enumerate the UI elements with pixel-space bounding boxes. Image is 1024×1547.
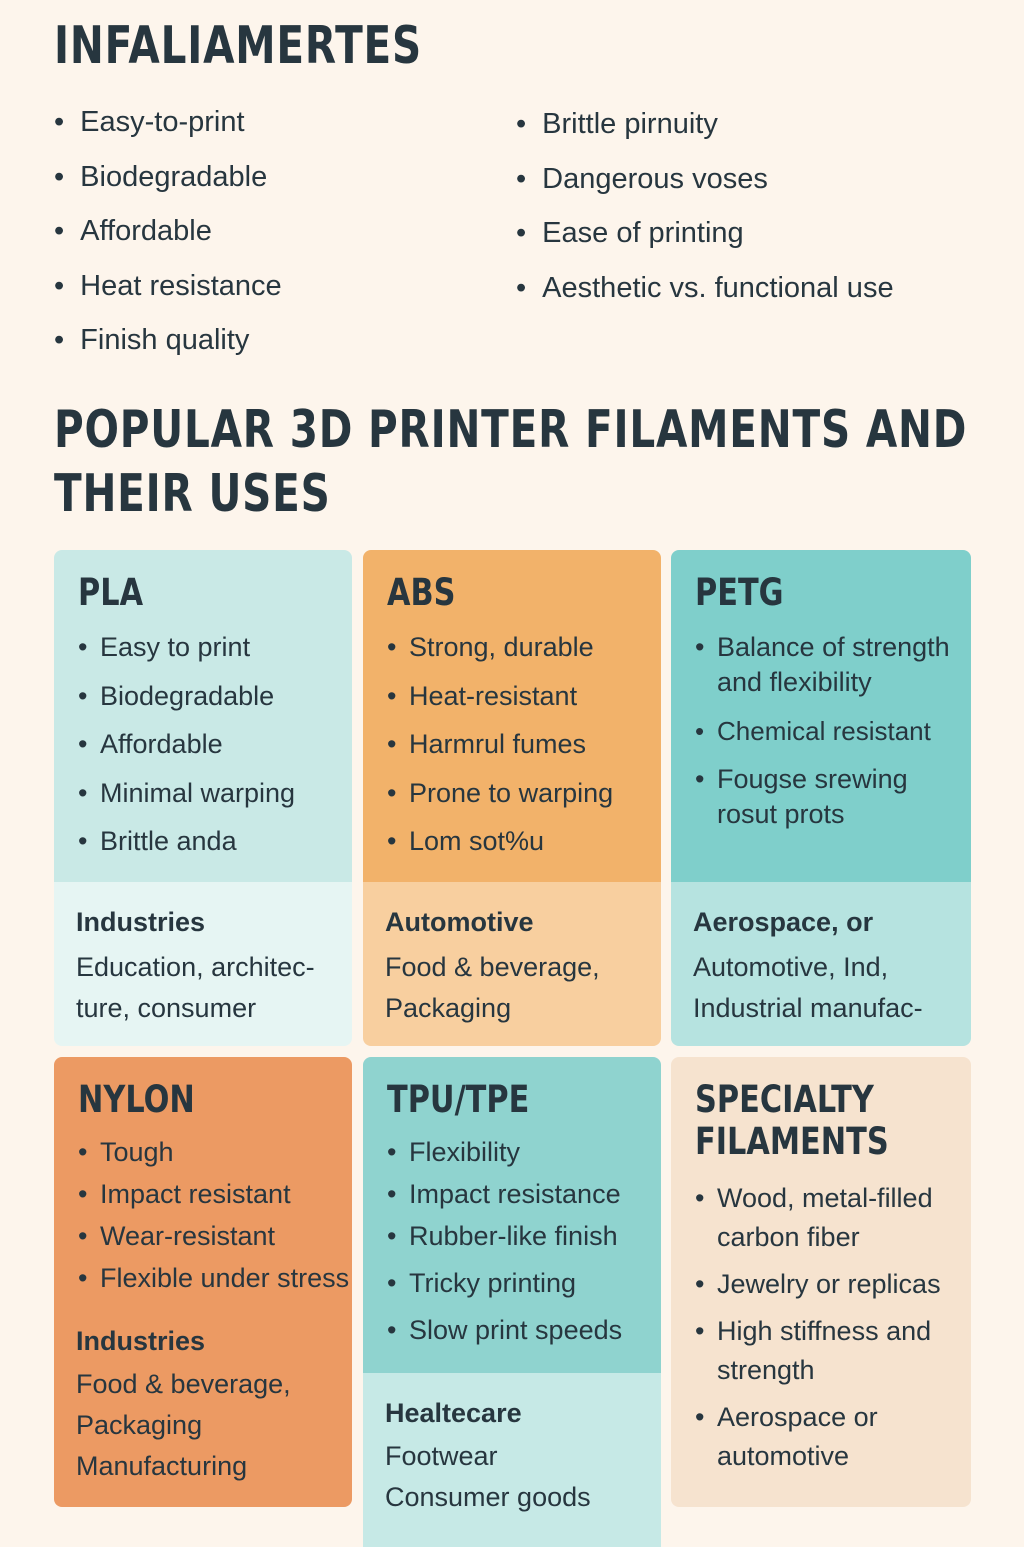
list-item: • Ease of printing xyxy=(516,217,894,272)
card-nylon xyxy=(54,1057,352,1507)
list-item: • Tough xyxy=(78,1135,349,1169)
list-item: • Strong, durable xyxy=(387,630,613,665)
list-item: • Easy-to-print xyxy=(54,106,282,161)
list-item: • Dangerous voses xyxy=(516,163,894,218)
industries-heading: Aerospace, or xyxy=(693,907,874,937)
industry-line: Packaging xyxy=(385,993,512,1023)
list-item: • Jewelry or replicas xyxy=(695,1265,971,1304)
list-item: • Tricky printing xyxy=(387,1266,622,1301)
list-item: • Impact resistant xyxy=(78,1177,349,1211)
industry-line: Education, architec- xyxy=(76,952,315,982)
list-item: • Minimal warping xyxy=(78,776,295,811)
list-item: • Biodegradable xyxy=(78,679,295,714)
industry-line: Consumer goods xyxy=(385,1482,591,1512)
list-item: • Rubber-like finish xyxy=(387,1219,622,1254)
list-item: • Aesthetic vs. functional use xyxy=(516,272,894,327)
right-bullet-list xyxy=(516,108,894,326)
industry-line: Footwear xyxy=(385,1441,498,1471)
industries-section xyxy=(385,902,600,1029)
list-item: • Flexibility xyxy=(387,1135,622,1170)
industries-heading: Automotive xyxy=(385,907,534,937)
list-item: • Balance of strength and flexibility xyxy=(695,630,971,700)
industries-heading: Healtecare xyxy=(385,1398,522,1428)
section-title xyxy=(54,398,967,526)
card-title: TPU/TPE xyxy=(387,1078,530,1121)
industry-line: Food & beverage, xyxy=(76,1369,291,1399)
card-specialty-filaments xyxy=(671,1057,971,1507)
industries-heading: Industries xyxy=(76,1326,206,1356)
list-item: • Heat-resistant xyxy=(387,679,613,714)
top-title: INFALIAMERTES xyxy=(54,16,423,76)
list-item: • Wood, metal-filled carbon fiber xyxy=(695,1179,971,1257)
card-title: SPECIALTY FILAMENTS xyxy=(695,1078,889,1163)
card-tpu-tpe xyxy=(363,1057,661,1547)
card-title: ABS xyxy=(387,571,456,614)
list-item: • Chemical resistant xyxy=(695,714,971,749)
list-item: • Fougse srewing rosut prots xyxy=(695,762,925,832)
list-item: • Impact resistance xyxy=(387,1177,622,1212)
industry-line: Food & beverage, xyxy=(385,952,600,982)
industry-line: Packaging xyxy=(76,1410,203,1440)
card-abs xyxy=(363,550,661,1046)
list-item: • Brittle anda xyxy=(78,824,295,859)
card-pla xyxy=(54,550,352,1046)
industry-line: Automotive, Ind, xyxy=(693,952,889,982)
list-item: • High stiffness and strength xyxy=(695,1312,945,1390)
industry-line: ture, consumer xyxy=(76,993,257,1023)
list-item: • Prone to warping xyxy=(387,776,613,811)
industries-section xyxy=(693,902,923,1029)
left-bullet-list xyxy=(54,106,282,379)
list-item: • Wear-resistant xyxy=(78,1219,349,1253)
section-title-line: POPULAR 3D PRINTER FILAMENTS AND xyxy=(54,400,968,460)
industries-section xyxy=(385,1393,591,1518)
list-item: • Flexible under stress xyxy=(78,1261,349,1295)
list-item: • Heat resistance xyxy=(54,270,282,325)
list-item: • Aerospace or automotive xyxy=(695,1398,895,1476)
industries-section xyxy=(76,1321,291,1487)
card-title: PLA xyxy=(78,571,144,614)
card-petg xyxy=(671,550,971,1046)
list-item: • Slow print speeds xyxy=(387,1313,622,1348)
card-title: NYLON xyxy=(78,1078,195,1121)
list-item: • Lom sot%u xyxy=(387,824,613,859)
industry-line: Manufacturing xyxy=(76,1451,248,1481)
section-title-line: THEIR USES xyxy=(54,464,331,524)
card-title: PETG xyxy=(695,571,784,614)
list-item: • Easy to print xyxy=(78,630,295,665)
list-item: • Harmrul fumes xyxy=(387,727,613,762)
industries-section xyxy=(76,902,315,1029)
industry-line: Industrial manufac- xyxy=(693,993,923,1023)
list-item: • Affordable xyxy=(78,727,295,762)
list-item: • Affordable xyxy=(54,215,282,270)
list-item: • Biodegradable xyxy=(54,161,282,216)
list-item: • Brittle pirnuity xyxy=(516,108,894,163)
industries-heading: Industries xyxy=(76,907,206,937)
list-item: • Finish quality xyxy=(54,324,282,379)
